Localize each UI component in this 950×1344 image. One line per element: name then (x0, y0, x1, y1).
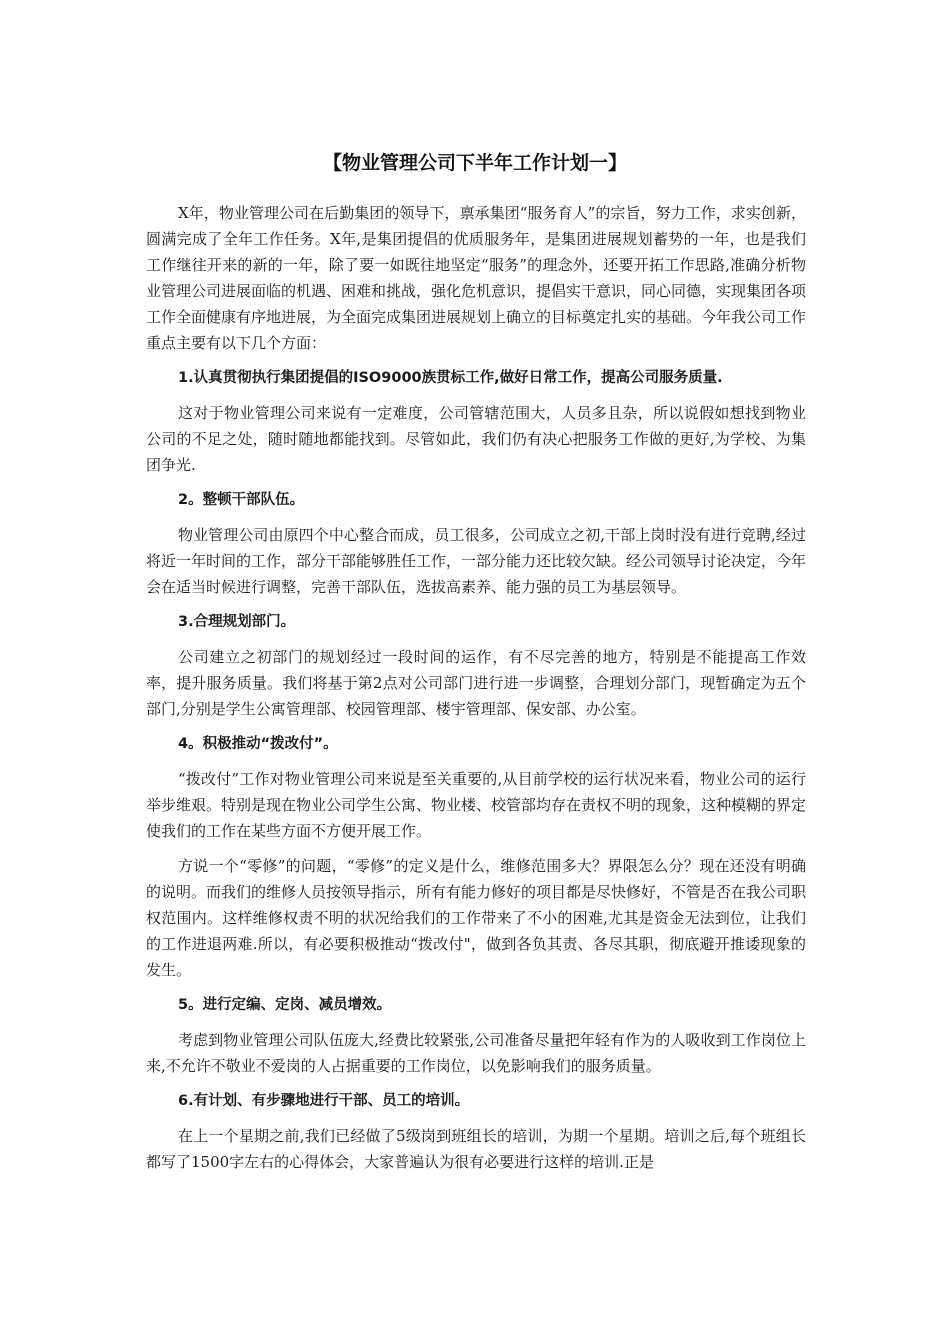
section-heading-2: 2。整顿干部队伍。 (178, 492, 305, 508)
document-title: 【物业管理公司下半年工作计划一】 (322, 152, 627, 174)
intro-paragraph: X年，物业管理公司在后勤集团的领导下，禀承集团“服务育人”的宗旨，努力工作，求实创新，圆满完成了全年工作任务。X年,是集团提倡的优质服务年，是集团进展规划蓄势的一年，也是我们工作继往开来的新的一年，除了要一如既往地坚定“服务”的理念外，还要开拓工作思路,准确分析物业管理公司进展面临的机遇、困难和挑战，强化危机意识，提倡实干意识，同心同德，实现集团各项工作全面健康有序地进展，为全面完成集团进展规划上确立的目标奠定扎实的基础。今年我公司工作重点主要有以下几个方面： (146, 204, 807, 352)
section-paragraph-3: 公司建立之初部门的规划经过一段时间的运作，有不尽完善的地方，特别是不能提高工作效率，提升服务质量。我们将基于第2点对公司部门进行进一步调整，合理划分部门，现暂确定为五个部门,分别是学生公寓管理部、校园管理部、楼宇管理部、保安部、办公室。 (146, 648, 806, 718)
section-heading-3: 3.合理规划部门。 (178, 614, 296, 630)
section-paragraph-1: 这对于物业管理公司来说有一定难度，公司管辖范围大，人员多且杂，所以说假如想找到物业公司的不足之处，随时随地都能找到。尽管如此，我们仍有决心把服务工作做的更好,为学校、为集团争光. (146, 404, 806, 474)
section-paragraph-6: 在上一个星期之前,我们已经做了5级岗到班组长的培训，为期一个星期。培训之后,每个班组长都写了1500字左右的心得体会，大家普遍认为很有必要进行这样的培训.正是 (146, 1127, 806, 1171)
section-heading-5: 5。进行定编、定岗、减员增效。 (178, 997, 392, 1013)
section-paragraph-2: 物业管理公司由原四个中心整合而成，员工很多，公司成立之初,干部上岗时没有进行竞聘,经过将近一年时间的工作，部分干部能够胜任工作，一部分能力还比较欠缺。经公司领导讨论决定，今年会在适当时候进行调整，完善干部队伍，选拔高素养、能力强的员工为基层领导。 (146, 526, 807, 596)
document-body (146, 200, 806, 1184)
section-heading-1: 1.认真贯彻执行集团提倡的ISO9000族贯标工作,做好日常工作，提高公司服务质量. (178, 370, 723, 386)
section-heading-4: 4。积极推动“拨改付”。 (178, 736, 338, 752)
section-heading-6: 6.有计划、有步骤地进行干部、员工的培训。 (178, 1093, 470, 1109)
section-paragraph-4a: “拨改付”工作对物业管理公司来说是至关重要的,从目前学校的运行状况来看，物业公司的运行举步维艰。特别是现在物业公司学生公寓、物业楼、校管部均存在责权不明的现象，这种模糊的界定使我们的工作在某些方面不方便开展工作。 (146, 770, 807, 840)
section-paragraph-4b: 方说一个“零修”的问题，“零修”的定义是什么，维修范围多大？界限怎么分？现在还没有明确的说明。而我们的维修人员按领导指示，所有有能力修好的项目都是尽快修好，不管是否在我公司职权范围内。这样维修权责不明的状况给我们的工作带来了不小的困难,尤其是资金无法到位，让我们的工作进退两难.所以，有必要积极推动“拨改付"，做到各负其责、各尽其职，彻底避开推诿现象的发生。 (146, 857, 807, 979)
section-paragraph-5: 考虑到物业管理公司队伍庞大,经费比较紧张,公司准备尽量把年轻有作为的人吸收到工作岗位上来,不允许不敬业不爱岗的人占据重要的工作岗位，以免影响我们的服务质量。 (146, 1031, 806, 1075)
